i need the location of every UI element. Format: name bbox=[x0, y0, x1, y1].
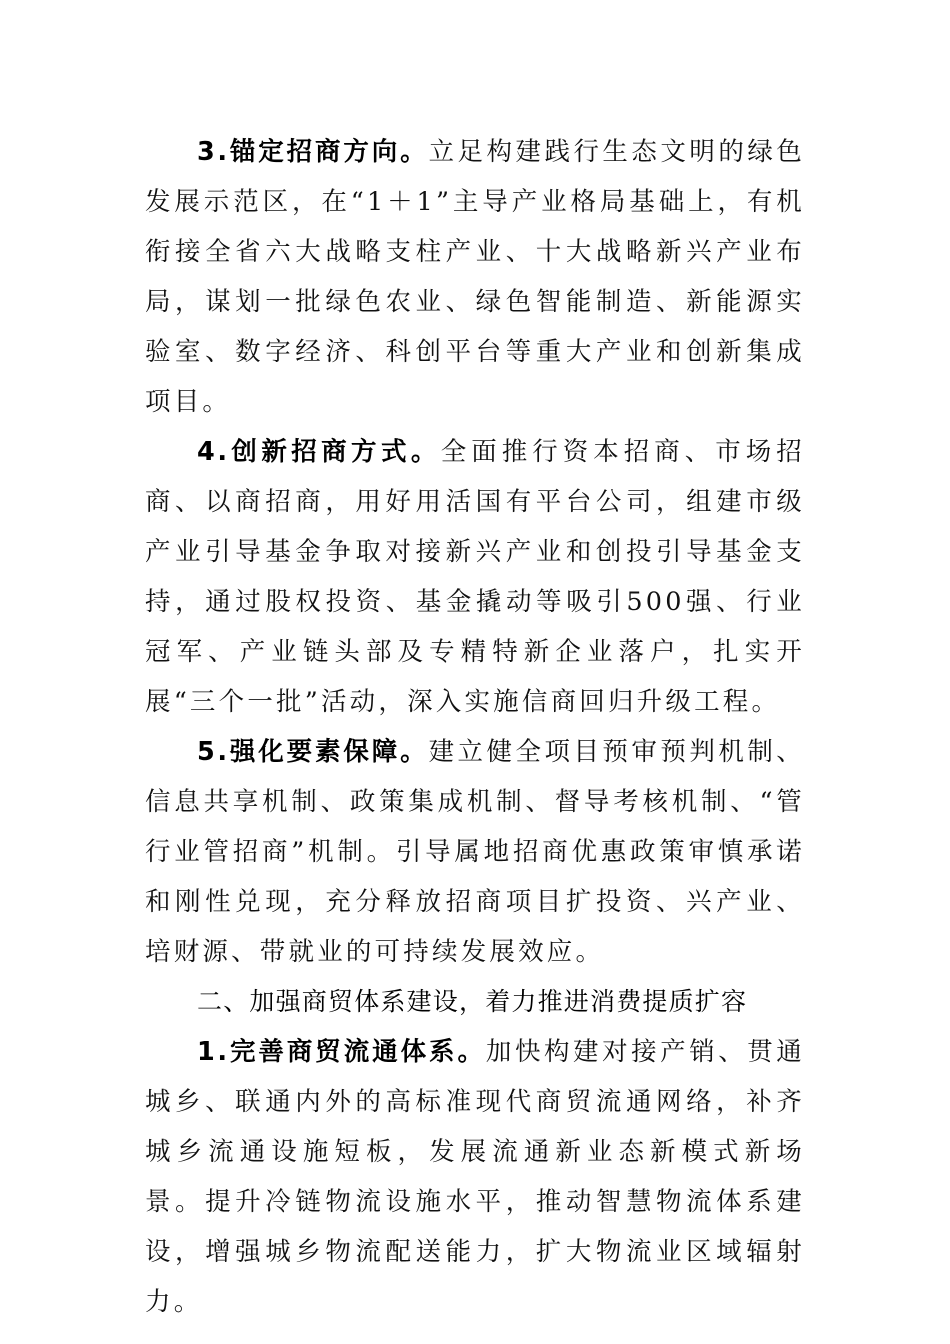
paragraph-text: 加快构建对接产销、贯通城乡、联通内外的高标准现代商贸流通网络，补齐城乡流通设施短板，发展流通新业态新模式新场景。提升冷链物流设施水平，推动智慧物流体系建设，增强城乡物流配送能力，扩大物流业区域辐射力。 bbox=[145, 1037, 806, 1317]
paragraph-heading: 4.创新招商方式。 bbox=[197, 437, 441, 467]
paragraph-text: 建立健全项目预审预判机制、信息共享机制、政策集成机制、督导考核机制、“管行业管招商”机制。引导属地招商优惠政策审慎承诺和刚性兑现，充分释放招商项目扩投资、兴产业、培财源、带就业的可持续发展效应。 bbox=[145, 737, 805, 967]
paragraph-anchor-investment-direction bbox=[145, 127, 805, 427]
paragraph-text: 全面推行资本招商、市场招商、以商招商，用好用活国有平台公司，组建市级产业引导基金争取对接新兴产业和创投引导基金支持，通过股权投资、基金撬动等吸引500强、行业冠军、产业链头部及专精特新企业落户，扎实开展“三个一批”活动，深入实施信商回归升级工程。 bbox=[145, 437, 805, 717]
document-body bbox=[145, 127, 805, 1327]
paragraph-improve-commerce-circulation bbox=[145, 1027, 805, 1327]
paragraph-text: 立足构建践行生态文明的绿色发展示范区，在“1＋1”主导产业格局基础上，有机衔接全省六大战略支柱产业、十大战略新兴产业布局，谋划一批绿色农业、绿色智能制造、新能源实验室、数字经济、科创平台等重大产业和创新集成项目。 bbox=[145, 137, 805, 417]
paragraph-heading: 5.强化要素保障。 bbox=[197, 737, 429, 767]
paragraph-strengthen-factor-guarantee bbox=[145, 727, 805, 977]
paragraph-heading: 1.完善商贸流通体系。 bbox=[197, 1037, 486, 1067]
paragraph-heading: 3.锚定招商方向。 bbox=[197, 137, 429, 167]
paragraph-innovate-investment-methods bbox=[145, 427, 805, 727]
section-heading: 二、加强商贸体系建设，着力推进消费提质扩容 bbox=[197, 987, 748, 1016]
